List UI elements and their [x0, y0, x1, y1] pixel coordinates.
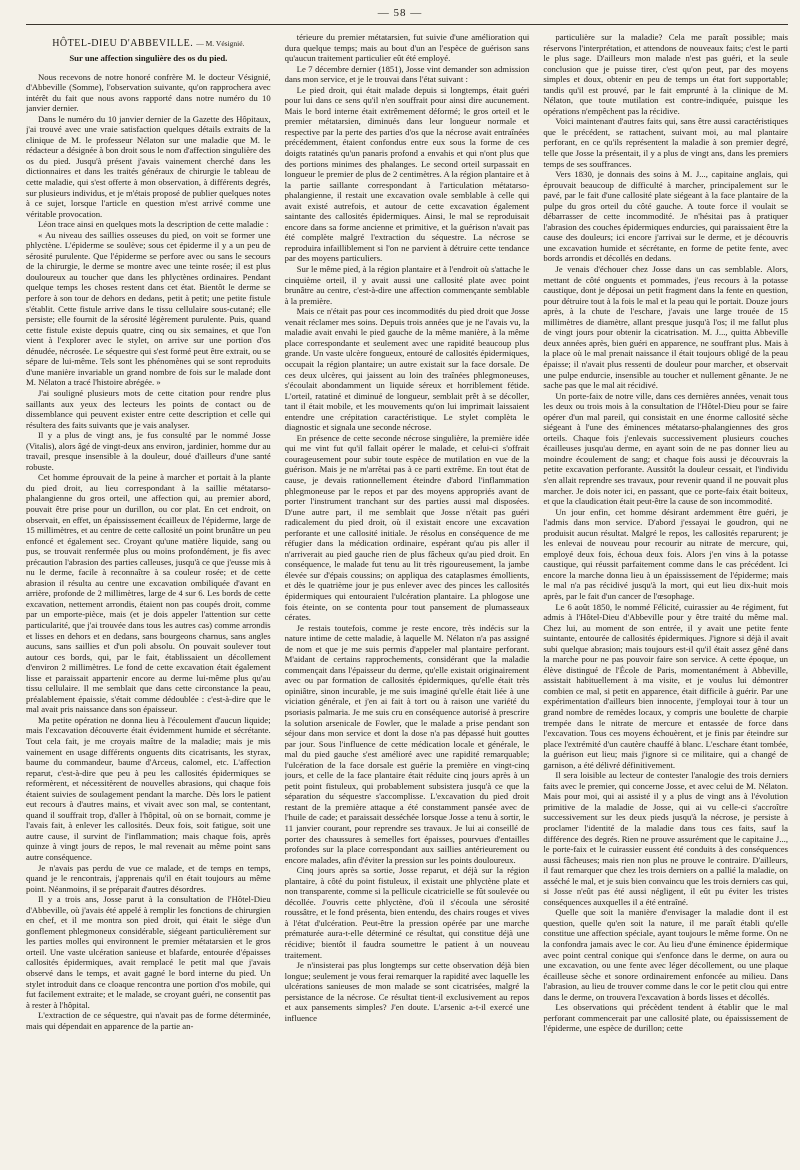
paragraph: Mais ce n'était pas pour ces incommodités du pied droit que Josse venait réclamer mes soins. Depuis trois années que je ne l'avais vu, la maladie avait envahi le pied gauche de la même manière, à la même place correspondante et seulement avec une rapidité beaucoup plus grande. Un vaste ulcère fongueux, entouré de callosités épidermiques, occupait la région plantaire; un autre existait sur la face dorsale. De ces deux ulcères, qui jaissent au loin des traînées phlegmoneuses, s'écoulait abondamment un liquide séreux et horriblement fétide. L'orteil, ratatiné et diminué de longueur, semblait prêt à se décoller, tant il était mobile, et les mouvements qu'on lui imprimait laissaient entendre une crépitation caractéristique. Le stylet complèta le diagnostic et signala une seconde nécrose. [284, 306, 530, 433]
paragraph: Le 6 août 1850, le nommé Félicité, cuirassier au 4e régiment, fut admis à l'Hôtel-Dieu d'Abbeville pour y être traité du même mal. Chez lui, au moment de son entrée, il y avait une petite fente suintante, entourée de callosités épidermiques. J'ignore si déjà il avait subi quelque abrasion; mais toujours est-il qu'il était assez gêné dans la marche pour ne pas pouvoir faire son service. A cette époque, un élève distingué de l'École de Paris, momentanément à Abbeville, assistait habituellement à ma visite, et je voulus lui démontrer combien ce mal, si petit en apparence, était difficile à guérir. Par une expérimentation d'ailleurs bien innocente, j'employai tour à tour un grand nombre de remèdes locaux, y compris une boulette de charpie trempée dans le nitrate de mercure et entassée de force dans l'excavation. Tous ces moyens échouèrent, et je finis par éteindre sur place l'extrémité d'un cautère chauffé à blanc. L'eschare étant tombée, la guérison eut lieu; mais j'ignore si ce militaire, qui a changé de garnison, a été délivré définitivement. [543, 601, 789, 770]
paragraph: Vers 1830, je donnais des soins à M. J..., capitaine anglais, qui éprouvait beaucoup de difficulté à marcher, principalement sur le pavé, par le fait d'une callosité plate siégeant à la face plantaire de la pulpe du gros orteil du côté gauche. A toute force il voulait se débarrasser de cette incommodité. Je n'hésitai pas à pratiquer l'abrasion des couches épidermiques endurcies, qui paraissaient être la cause des douleurs; ici encore j'arrivai sur le derme, et je découvris une excavation humide et sécrétante, en forme de petite fente, avec bords arrondis et décollés en dedans. [543, 169, 789, 264]
paragraph: Il sera loisible au lecteur de contester l'analogie des trois derniers faits avec le premier, qui concerne Josse, et avec celui de M. Nélaton. Mais pour moi, qui ai assisté il y a plus de vingt ans à l'évolution primitive de la maladie de Josse, qui ai vu celle-ci s'accroître successivement sur les deux pieds jusqu'à la nécrose, je persiste à proclamer l'identité de la maladie dans tous ces faits, sauf la différence des degrés. Rien ne prouve assurément que le capitaine J..., le porte-faix et le cuirassier eussent été conduits à des conséquences aussi fâcheuses; mais rien non plus ne prouve le contraire. D'ailleurs, il faut remarquer que chez les trois derniers on a pallié la maladie, on asséché le mal, et je suis bien convaincu que les trois derniers cas qui, si Josse n'eût pas été aussi négligent, il eût pu éviter les tristes conséquences auxquelles il a été entraîné. [543, 770, 789, 907]
column-3-body [543, 32, 788, 1034]
paragraph: Il y a trois ans, Josse parut à la consultation de l'Hôtel-Dieu d'Abbeville, où j'avais été appelé à remplir les fonctions de chirurgien en chef, et il me montra son pied droit, qui était le siège d'un gonflement phlegmoneux considérable, siégeant particulièrement sur les parties molles qui environnent le premier métatarsien et le gros orteil. Une vaste ulcération sanieuse et blafarde, entourée d'épaisses callosités épidermiques, avait remplacé le petit mal que j'avais observé dans le temps, et avait gagné le bord interne du pied. Un stylet introduit dans ce cloaque rencontra une portion d'os mobile, qui fut facilement extraite; et le malade, se croyant guéri, ne consentit pas à rester à l'hôpital. [26, 894, 271, 1010]
paragraph: Le 7 décembre dernier (1851), Josse vint demander son admission dans mon service, et je le trouvai dans l'état suivant : [284, 63, 530, 85]
column-2-body [285, 32, 530, 1023]
paragraph: Nous recevons de notre honoré confrère M. le docteur Vésignié, d'Abbeville (Somme), l'observation suivante, qu'on rapprochera avec intérêt du fait que nous avons rapporté dans notre numéro du 10 janvier dernier. [26, 71, 271, 114]
paragraph: J'ai souligné plusieurs mots de cette citation pour rendre plus saillants aux yeux des lecteurs les points de contact ou de dissemblance qui peuvent exister entre cette description et celle qui résultera des faits suivants que je vais analyser. [26, 387, 271, 430]
paragraph: Je restais toutefois, comme je reste encore, très indécis sur la nature intime de cette maladie, à laquelle M. Nélaton n'a pas assigné de nom et que je me suis permis d'appeler mal plantaire perforant. M'aidant de certains rapprochements, considérant que la maladie commençait dans l'épaisseur du derme, qu'elle existait originairement avec ou par formation de callosités épidermiques, qu'elle était très opiniâtre, sinon incurable, je me suis imaginé qu'elle était liée à une viciation générale, et j'en ai fait à tort ou à raison une variété du psoriasis palmaria. Je me suis cru en conséquence autorisé à prescrire la solution arsenicale de Fowler, que le malade a prise pendant son séjour dans mon service et dont la dose n'a pas dépassé huit gouttes par jour. Sous l'influence de cette médication locale et générale, le mal du pied gauche s'est amélioré avec une rapidité remarquable; l'ulcération de la face dorsale est guérie la première en vingt-cinq jours, et celle de la face plantaire était réduite cinq jours après à un petit point fistuleux, qui probablement subsistera jusqu'à ce que la séparation du séquestre s'accomplisse. L'excavation du pied droit restant de la première attaque a été constamment pansée avec de l'huile de cade; et paraissait desséchée lorsque Josse a tenu à sortir, le 11 janvier courant, pour reprendre ses travaux. Je lui ai conseillé de porter des chaussures à semelles fort épaisses, pourvues d'entailles profondes sur la place correspondant aux saillies antérieurement ou encore malades, afin d'éviter la pression sur les points douloureux. [284, 622, 530, 865]
paragraph: Cinq jours après sa sortie, Josse reparut, et déjà sur la région plantaire, à côté du point fistuleux, il existait une phlyctène plate et non transparente, comme si la pellicule cicatricielle se fût soulevée ou décollée. J'ouvris cette phlyctène, d'où il s'écoula une sérosité roussâtre, et le fond présenta, bien entendu, des chairs rouges et vives à l'état d'ulcération. Peut-être la pression opérée par une marche prématurée aura-t-elle déterminé ce résultat, qui constitue déjà une récidive; bientôt il faudra soumettre le patient à un nouveau traitement. [284, 865, 530, 960]
text-columns [26, 32, 788, 1164]
paragraph: Je venais d'échouer chez Josse dans un cas semblable. Alors, mettant de côté onguents et pommades, j'eus recours à la potasse caustique, dont je déposai un petit fragment dans la fente en question, pour détruire tout à la fois le mal et la peau qui le portait. Douze jours après, à la chute de l'eschare, j'avais une large trouée de 15 millimètres de diamètre, allant presque jusqu'à l'os; il me fallut plus de vingt jours pour obtenir la cicatrisation. M. J..., quitta Abbeville deux années après, bien guéri en apparence, ne souffrant plus. Mais à la place où le mal prenait naissance il était toujours obligé de la peau épaisse; il n'avait plus ressenti de douleur pour marcher, et observait une pulpe endurcie, insensible au toucher et nullement gênante. Je ne sache pas que le mal ait récidivé. [543, 264, 789, 391]
paragraph: Léon trace ainsi en quelques mots la description de cette maladie : [38, 219, 269, 230]
paragraph: Il y a plus de vingt ans, je fus consulté par le nommé Josse (Vitalis), alors âgé de vingt-deux ans environ, jardinier, homme dur au travail, presque insensible à la douleur, doué d'ailleurs d'une santé robuste. [26, 430, 271, 472]
paragraph: En présence de cette seconde nécrose singulière, la première idée qui me vint fut qu'il fallait opérer le malade, et celui-ci s'offrait courageusement pour subir toute espèce de mutilation en vue de la guérison. Mais je ne m'arrêtai pas à ce parti extrême. En tout état de cause, je devais rationnellement éteindre d'abord l'inflammation phlegmoneuse par le repos et par des moyens appropriés avant de porter l'instrument tranchant sur des parties aussi mal disposées. D'une autre part, il me semblait que Josse n'était pas guéri radicalement du pied droit, où il existait encore une excavation perforante et une callosité initiale. Je résolus en conséquence de me réfugier dans la médication ordinaire, espérant qu'au pis aller il n'arriverait au pied gauche rien de plus fâcheux qu'au pied droit. En conséquence, le malade fut tenu au lit très rigoureusement, la jambe élevée sur d'épais coussins; on appliqua des cataplasmes émollients, et dès le quatrième jour je pus enlever avec des pinces les callosités épidermiques qui entouraient l'ulcération plantaire. La phlogose une fois éteinte, on se contenta pour tout pansement de plumasseaux cérates. [284, 432, 530, 623]
paragraph: Ma petite opération ne donna lieu à l'écoulement d'aucun liquide; mais l'excavation découverte était évidemment humide et sécrétante. Tout cela fait, je me croyais maître de la maladie; mais je mis vainement en usage différents onguents dits cicatrisants, les styrax, baume du commandeur, baume d'Arceus, calomel, etc. L'affection reparut, c'est-à-dire que peu à peu les callosités épidermiques se reformèrent, et nécessitèrent de nouvelles abrasions, qui chaque fois étaient suivies de soulagement pendant la marche. Dès lors le patient eut recours à d'autres mains, et vivait avec son mal, se contentant, quand il souffrait trop, d'aller à l'hôpital, où on se bornait, comme je l'avais fait, à enlever les callosités. Deux fois, soit fatigue, soit une autre cause, il survint de l'inflammation; mais chaque fois, après quinze à vingt jours de repos, le mal revenait au même point sans autre conséquence. [26, 714, 271, 863]
paragraph: Dans le numéro du 10 janvier dernier de la Gazette des Hôpitaux, j'ai trouvé avec une vraie satisfaction quelques détails extraits de la clinique de M. le professeur Nélaton sur une maladie que M. le rédacteur a désignée à bon droit sous le nom d'affection singulière des os du pied. Jusqu'à présent j'avais vainement cherché dans les dictionnaires et dans les traités généraux de chirurgie le tableau de cette maladie, qui s'est offerte à mon observation, à différents degrés, sur plusieurs individus, et je m'étais proposé de publier quelques notes à ce sujet, lorsque l'article en question m'est arrivé comme une véritable provocation. [26, 113, 271, 219]
paragraph: Je n'avais pas perdu de vue ce malade, et de temps en temps, quand je le rencontrais, j'apprenais qu'il en était toujours au même point. Néanmoins, il se préparait d'autres désordres. [26, 862, 271, 894]
article-title: HÔTEL-DIEU D'ABBEVILLE. [52, 38, 194, 49]
article-author: — M. Vésignié. [196, 39, 245, 48]
column-1-body [26, 72, 271, 1032]
paragraph: L'extraction de ce séquestre, qui n'avait pas de forme déterminée, mais qui dépendait en apparence de la partie an- [26, 1010, 271, 1031]
column-1 [26, 32, 271, 1164]
article-subtitle: Sur une affection singulière des os du pied. [69, 53, 228, 63]
paragraph: « Au niveau des saillies osseuses du pied, on voit se former une phlyctène. L'épiderme se soulève; sous cet épiderme il y a un peu de sérosité purulente. Que l'épiderme se perfore avec ou sans le secours de la chirurgie, le derme se montre avec une teinte rosée; il est plus douloureux au toucher que dans les phlyctènes ordinaires. Pendant quelque temps les choses restent dans cet état. Bientôt le derme se perfore à son tour de dehors en dedans, petit à petit; une petite fistule s'établit. Cette fistule arrive dans le tissu cellulaire sous-cutané; elle persiste; elle fournit de la sérosité légèrement purulente. Puis, quand cette fistule existe depuis quatre, cinq ou six semaines, et que l'on vient à l'explorer avec le stylet, on arrive sur une portion d'os dénudée, nécrosée. Le séquestre qui s'est formé peut être extrait, ou se sépare de lui-même. Tels sont les phénomènes qui se sont reproduits d'une manière invariable un grand nombre de fois sur le malade dont M. Nélaton a tracé l'histoire abrégée. » [26, 229, 271, 388]
column-3 [543, 32, 788, 1164]
paragraph: térieure du premier métatarsien, fut suivie d'une amélioration qui dura quelque temps; mais au bout d'un an l'espèce de guérison sans qu'aucun traitement particulier eût été employé. [284, 32, 530, 64]
paragraph: Un porte-faix de notre ville, dans ces dernières années, venait tous les deux ou trois mois à la consultation de l'Hôtel-Dieu pour se faire opérer d'un mal pareil, qui consistait en une énorme callosité sèche siégeant à l'une des éminences métatarso-phalangiennes des gros orteils. Chaque fois j'enlevais successivement plusieurs couches écailleuses jusqu'au derme, en ayant soin de ne pas donner lieu au moindre écoulement de sang; et chaque fois aussi je découvrais la petite excavation perforante. Aussitôt la douleur cessait, et l'individu s'en allait reprendre ses travaux, pour revenir quand il ne pouvait plus marcher. Je dois noter ici, en passant, que ce porte-faix était boiteux, et que la claudication était peut-être la cause de son incommodité. [543, 390, 789, 507]
paragraph: Cet homme éprouvait de la peine à marcher et portait à la plante du pied droit, au lieu correspondant à la saillie métatarso-phalangienne du gros orteil, une affection qui, au premier abord, pouvait être prise pour un durillon, ou cor plat. En cet endroit, on observait, en effet, un épaississement écailleux de l'épiderme, large de 15 millimètres, et au centre de cette callosité un point brunâtre un peu enfoncé et également sec. Croyant qu'une matière liquide, sang ou pus, se trouvait renfermée plus ou moins profondément, je fis avec précaution l'abrasion des parties calleuses, jusqu'à ce que j'eusse mis à nu le derme, facile à reconnaître à sa couleur rosée; et de cette abrasion il résulta au centre une excavation ombiliquée d'avant en arrière, profonde de 2 millimètres, large de 4 sur 6. Les bords de cette excavation, nettement arrondis, étaient non pas coupés droit, comme par un emporte-pièce, mais (et je dois appeler l'attention sur cette particularité, que j'ai trouvée dans tous les autres cas) comme arrondis et lisses en dehors et en dedans, sans bourgeons charnus, sans angles aucuns, sans saillies et d'un poli absolu. On pouvait soulever tout autour ces bords, qui, par le fait, établissaient un décollement d'environ 2 millimètres. Le fond de cette excavation était également lisse et paraissait appartenir encore au derme lui-même plus qu'au tissu cellulaire. Il me semblait que dans cette circonstance la peau, préalablement épaissie, s'était comme dédoublée : c'est-à-dire que le mal avait pris naissance dans son épaisseur. [26, 472, 271, 715]
paragraph: Voici maintenant d'autres faits qui, sans être aussi caractéristiques que le précédent, se rattachent, suivant moi, au mal plantaire perforant, en ce qu'ils représentent la maladie à son premier degré, telle que Josse la présentait, il y a plus de vingt ans, dans les premiers temps de ses souffrances. [543, 116, 789, 169]
page-number: — 58 — [377, 7, 423, 19]
paragraph: Quelle que soit la manière d'envisager la maladie dont il est question, quelle qu'en soit la nature, il me paraît établi qu'elle constitue une affection spéciale, ayant toujours le même forme. On ne la confondra jamais avec le cor. Au lieu d'une éminence épidermique avec point central conique qui s'enfonce dans le derme, on aura ou une excavation, ou une fente avec léger décollement, ou une plaque écailleuse sèche et sonore ordinairement enfoncée au milieu. Dans l'abrasion, au lieu de trouver comme dans le cor le petit clou qui entre dans le derme, on trouvera l'excavation à bords lisses et décollés. [543, 907, 789, 1002]
header-rule [26, 24, 788, 25]
column-2 [285, 32, 530, 1164]
paragraph: Un jour enfin, cet homme désirant ardemment être guéri, je l'admis dans mon service. D'abord j'essayai le goudron, qui ne produisit aucun résultat. Malgré le repos, les callosités reparurent; je les enlevai de nouveau pour recourir au nitrate de mercure, qui, employé deux fois, échoua deux fois. Alors j'en vins à la potasse caustique, qui réussit parfaitement comme dans le cas précédent. Ici encore la marche donna lieu à un épaississement de l'épiderme; mais le mal n'a pas récidivé jusqu'à la mort, qui eut lieu dix-huit mois après, par le fait d'un cancer de l'œsophage. [543, 506, 789, 601]
paragraph: particulière sur la maladie? Cela me paraît possible; mais réservons l'interprétation, et attendons de nouveaux faits; c'est le parti le plus sage. D'ailleurs mon malade n'est pas guéri, et la seule conclusion que je puisse tirer, c'est qu'on peut, par des moyens simples et doux, obtenir en peu de temps un état fort supportable; tandis qu'il est prouvé, par le fait emprunté à la clinique de M. Nélaton, que toute mutilation est contre-indiquée, puisque les opérations n'empêchent pas la récidive. [543, 32, 789, 116]
paragraph: Je n'insisterai pas plus longtemps sur cette observation déjà bien longue; seulement je vous ferai remarquer la rapidité avec laquelle les ulcérations sanieuses de mon malade se sont cicatrisées, malgré la persistance de la nécrose. Ce résultat tient-il exclusivement au repos et aux pansements simples? J'en doute. L'arsenic a-t-il exercé une influence [284, 960, 530, 1023]
article-heading [26, 38, 271, 50]
paragraph: Sur le même pied, à la région plantaire et à l'endroit où s'attache le cinquième orteil, il y avait aussi une callosité plate avec point brunâtre au centre, c'est-à-dire une affection commençante semblable à la première. [284, 264, 530, 306]
paragraph: Le pied droit, qui était malade depuis si longtemps, était guéri pour lui dans ce sens qu'il n'en souffrait pour ainsi dire aucunement. Mais le bord interne était extrêmement déformé; le gros orteil et le premier métatarsien, diminués dans leur longueur normale et respective par la perte des parties d'os que la nécrose avait entraînées précédemment, étaient confondus entre eux sous la forme de ces doigts ratatinés qu'un panaris profond a envahis et qui n'ont plus que des portions minimes des phalanges. Le second orteil surpassait en longueur le premier de plus de 2 centimètres. A la région plantaire et à la partie saillante correspondant à l'articulation métatarso-phalangienne, il restait une excavation ovale semblable à celle qui avait existé autrefois, et autour de cette excavation également saintante des callosités épidermiques. Ainsi, le mal se reproduisait encore dans sa forme ancienne et primitive, et la guérison n'avait pas été complète malgré l'extraction du séquestre. La nécrose se reproduira infailliblement si l'on ne parvient à détruire cette tendance par des moyens particuliers. [284, 84, 530, 264]
paragraph: Les observations qui précèdent tendent à établir que le mal perforant commencerait par une callosité plate, ou épaississement de l'épiderme, une espèce de durillon; cette [543, 1002, 789, 1034]
